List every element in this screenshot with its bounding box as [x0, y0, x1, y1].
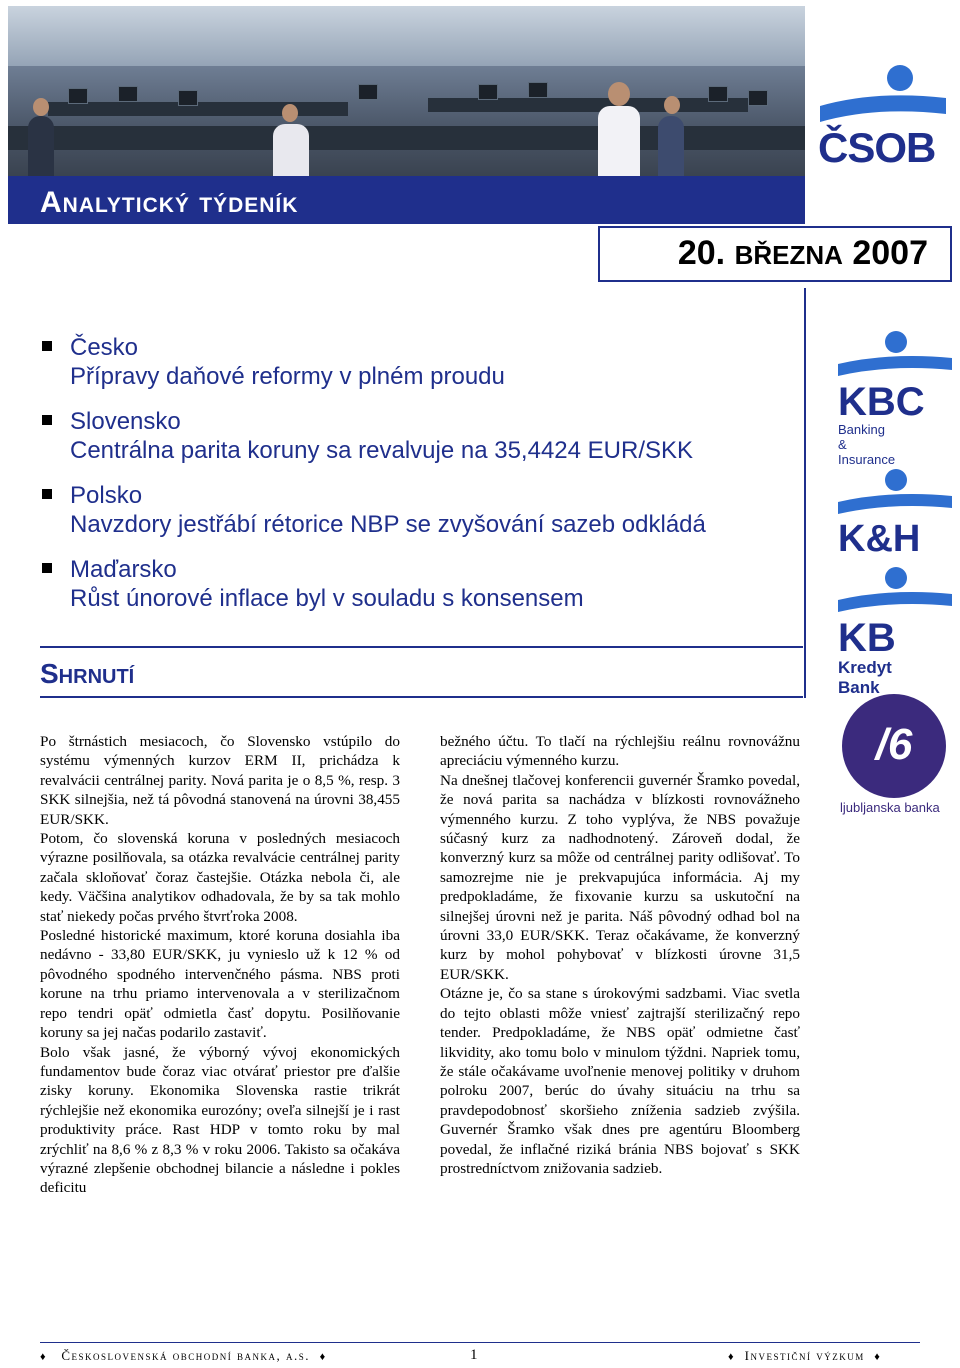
headline-item-polsko: Polsko Navzdory jestřábí rétorice NBP se zvyšování sazeb odkládá [40, 481, 800, 539]
footer-department: ♦ Investiční výzkum ♦ [728, 1348, 882, 1363]
kredyt-bank-logo-symbol-icon [836, 566, 954, 616]
title-band [8, 176, 805, 224]
summary-column-left [40, 732, 400, 1198]
kbc-logo-symbol-icon [836, 330, 954, 380]
headline-item-madarsko: Maďarsko Růst únorové inflace byl v souladu s konsensem [40, 555, 800, 613]
paragraph: Potom, čo slovenská koruna v posledných mesiacoch výrazne posilňovala, sa otázka revalvácie centrálnej parity začala skloňovať čoraz častejšie. Otázka nebola či, ale kedy. Väčšina analytikov odhadovala, že by sa tak mohlo stať niekedy počas prvého štvrťroka 2008. [40, 830, 400, 925]
paragraph: Bolo však jasné, že výborný vývoj ekonomických fundamentov bude čoraz viac otvárať priestor pre ďalšie zisky koruny. Ekonomika Slovenska rastie trikrát rýchlejšie než ekonomika eurozóny; oveľa silnejší je i rast produktivity práce. Rast HDP v tomto roku by mal zrýchliť na 8,6 % z 8,3 % v roku 2006. Takisto sa očakáva výrazné zlepšenie obchodnej bilancie a následne i pokles deficitu [40, 1043, 400, 1197]
summary-column-right [440, 732, 800, 1178]
bullet-square-icon [42, 489, 52, 499]
paragraph: Otázne je, čo sa stane s úrokovými sadzbami. Viac svetla do tejto oblasti môže vniesť zajtrajší sterilizačný repo tender. Predpokladáme, že NBS opäť odmietne časť likvidity, ako tomu bolo v minulom týždni. Napriek tomu, že stále očakávame uvoľnenie menovej politiky v druhom polroku 2007, berúc do úvahy situáciu na trhu sa pravdepodobnosť skoršieho zníženia sadzieb zvýšila. Guvernér Šramko však dnes pre agentúru Bloomberg povedal, že inflačné riziká bránia NBS bojovať s SKK prostredníctvom znižovania sadzieb. [440, 985, 800, 1177]
csob-logo-text: ČSOB [818, 124, 936, 171]
paragraph: Na dnešnej tlačovej konferencii guvernér Šramko povedal, že nová parita sa nachádza v blízkosti rovnovážneho výmenného kurzu. Z toho vyplýva, že NBS považuje súčasný kurz za nadhodnotený. Zároveň dodal, že konverzný kurz sa môže od centrálnej parity odlišovať. To samozrejme nie je prekvapujúca informácia. Aj my predpokladáme, že fixovanie kurzu sa uskutoční na silnejšej úrovni než je parita. Náš pôvodný odhad bol na úrovni 33,0 EUR/SKK. Teraz očakávame, že konverzný kurz by mohol pohybovať v blízkosti úrovne 31,5 EUR/SKK. [440, 771, 800, 983]
section-divider-bottom [40, 696, 803, 698]
paragraph: Po štrnástich mesiacoch, čo Slovensko vstúpilo do systému výmenných kurzov ERM II, prichádza k revalvácii centrálnej parity. Nová parita je o 8,5 %, resp. 3 SKK silnejšia, než tá pôvodná stanovená na úrovni 38,455 EUR/SKK. [40, 733, 400, 828]
bullet-square-icon [42, 341, 52, 351]
ljubljanska-banka-logo: /6 ljubljanska banka [836, 694, 954, 824]
publication-title: Analytický týdeník [40, 186, 299, 219]
diamond-icon: ♦ [319, 1351, 327, 1363]
csob-logo-symbol-icon [816, 62, 950, 126]
diamond-icon: ♦ [40, 1351, 48, 1363]
paragraph: bežného účtu. To tlačí na rýchlejšiu reálnu rovnovážnu apreciáciu výmenného kurzu. [440, 733, 800, 770]
page-number: 1 [470, 1347, 479, 1363]
paragraph: Posledné historické maximum, ktoré koruna dosiahla iba nedávno - 33,80 EUR/SKK, ju vynieslo už k 12 % od pôvodného spodného intervenčného pásma. NBS proti korune na trhu priamo intervenovala a v sterilizačnom repo tendri opäť odmietla časť dopytu. Posilňovanie koruny sa jej načas podarilo zastaviť. [40, 927, 400, 1042]
csob-logo [816, 62, 950, 172]
diamond-icon: ♦ [728, 1351, 736, 1363]
issue-date-box [598, 226, 952, 282]
diamond-icon: ♦ [874, 1351, 882, 1363]
ljubljanska-banka-symbol-icon: /6 [842, 694, 946, 798]
footer-rule [40, 1342, 920, 1343]
bullet-square-icon [42, 563, 52, 573]
header-photo [8, 6, 805, 176]
vertical-divider [804, 288, 806, 698]
headline-item-cesko: Česko Přípravy daňové reformy v plném proudu [40, 333, 800, 391]
headline-item-slovensko: Slovensko Centrálna parita koruny sa revalvuje na 35,4424 EUR/SKK [40, 407, 800, 465]
bullet-square-icon [42, 415, 52, 425]
summary-heading: Shrnutí [40, 658, 135, 689]
section-divider-top [40, 646, 803, 648]
footer-bank-name: ♦ Československá obchodní banka, a.s. ♦ [40, 1348, 327, 1363]
issue-date: 20. BŘEZNA 2007 [677, 234, 928, 272]
kh-logo-symbol-icon [836, 468, 954, 518]
headline-list [40, 333, 800, 629]
